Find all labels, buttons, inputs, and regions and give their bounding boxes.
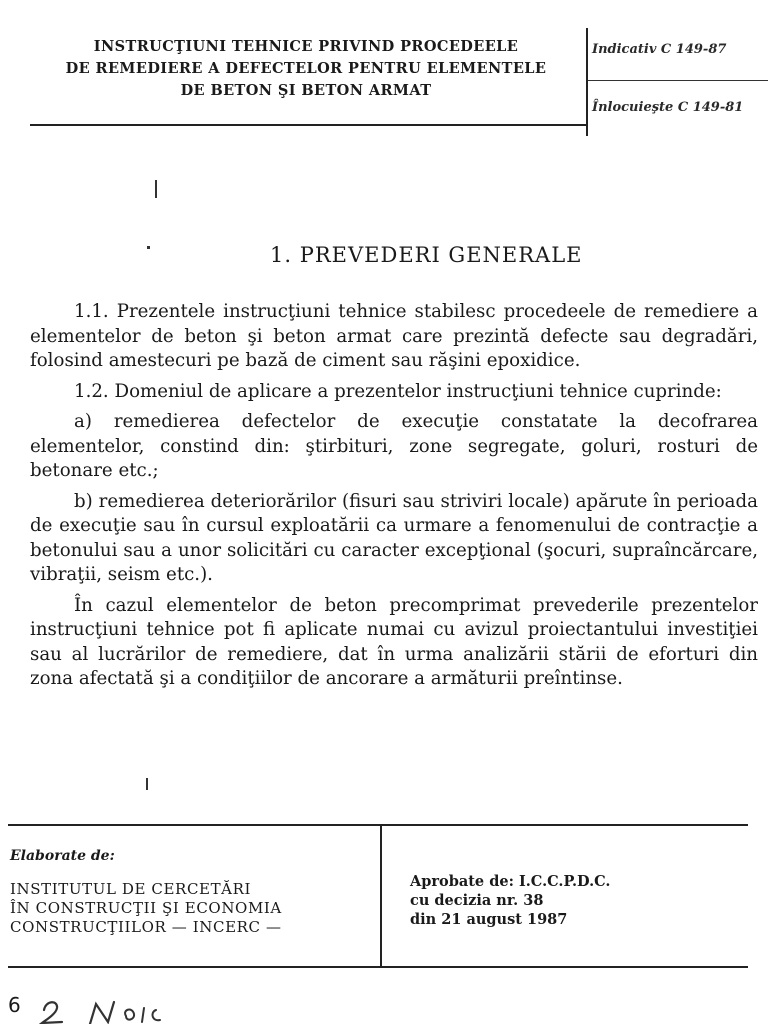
indicativ-label: Indicativ C 149-87 xyxy=(592,42,727,57)
page-number: 6 xyxy=(8,993,21,1017)
footer-rule-bottom xyxy=(8,966,748,968)
replaces-label: Înlocuieşte C 149-81 xyxy=(592,100,744,115)
approval-block xyxy=(410,872,610,929)
paragraph: a) remedierea defectelor de execuţie constatate la decofrarea elementelor, constind din: ştirbituri, zone segregate, goluri, rosturi de betonare etc.; xyxy=(30,411,758,481)
institute-name xyxy=(10,880,282,937)
handwritten-note xyxy=(38,994,258,1024)
approval-line: cu decizia nr. 38 xyxy=(410,892,544,909)
approval-line: din 21 august 1987 xyxy=(410,911,568,928)
header-divider-vertical xyxy=(586,28,588,136)
footer-divider xyxy=(380,826,382,966)
body-text xyxy=(30,300,758,698)
institute-line: INSTITUTUL DE CERCETĂRI xyxy=(10,880,252,898)
paragraph: În cazul elementelor de beton precomprimat prevederile prezentelor instrucţiuni tehnice pot fi aplicate numai cu avizul proiectantului investiţiei sau al lucrărilor de remediere, dat în urma analizării stării de eforturi din zona afectată şi a condiţiilor de ancorare a armăturii preîntinse. xyxy=(30,594,758,689)
title-line: INSTRUCŢIUNI TEHNICE PRIVIND PROCEDEELE xyxy=(93,38,519,55)
paragraph: 1.1. Prezentele instrucţiuni tehnice stabilesc procedeele de remediere a elementelor de beton şi beton armat care prezintă defecte sau degradări, folosind amestecuri pe bază de ciment sau răşini epoxidice. xyxy=(30,301,758,371)
header-divider-horizontal xyxy=(588,80,768,81)
paragraph: b) remedierea deteriorărilor (fisuri sau striviri locale) apărute în perioada de execuţie sau în cursul exploatării ca urmare a fenomenului de contracţie a betonului sau a unor solicitări cu caracter excepţional (şocuri, supraîncărcare, vibraţii, seism etc.). xyxy=(30,490,758,585)
scan-mark xyxy=(146,778,148,790)
title-line: DE BETON ŞI BETON ARMAT xyxy=(180,82,432,99)
title-line: DE REMEDIERE A DEFECTELOR PENTRU ELEMENTELE xyxy=(65,60,547,77)
elaborated-by-label: Elaborate de: xyxy=(10,848,115,864)
institute-line: ÎN CONSTRUCŢII ŞI ECONOMIA xyxy=(10,899,282,917)
document-title xyxy=(30,36,582,102)
scan-mark xyxy=(147,246,150,249)
header-rule xyxy=(30,124,586,126)
scan-mark xyxy=(155,180,157,198)
footer-rule-top xyxy=(8,824,748,826)
institute-line: CONSTRUCŢIILOR — INCERC — xyxy=(10,918,282,936)
paragraph: 1.2. Domeniul de aplicare a prezentelor instrucţiuni tehnice cuprinde: xyxy=(74,380,722,402)
approval-line: Aprobate de: I.C.C.P.D.C. xyxy=(410,873,611,890)
section-heading: 1. PREVEDERI GENERALE xyxy=(270,243,583,267)
